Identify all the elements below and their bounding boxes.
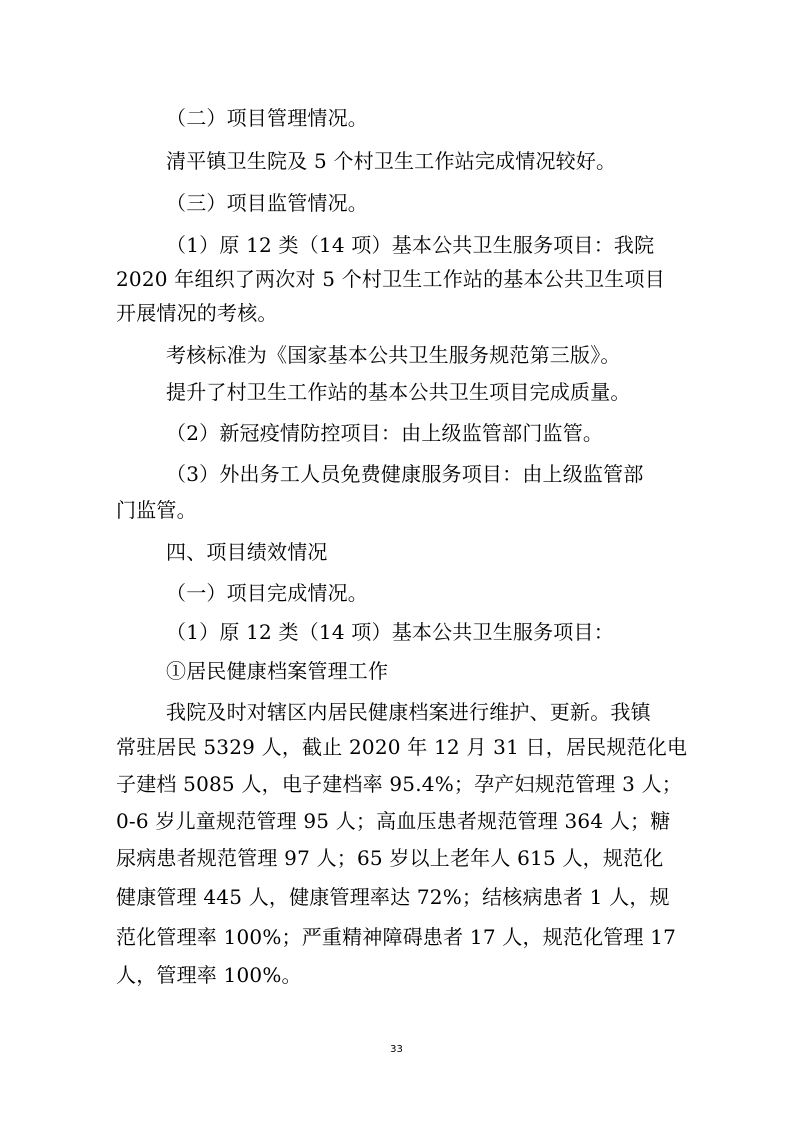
section-heading-performance: 四、项目绩效情况 <box>166 540 328 564</box>
section-heading-completion: （一）项目完成情况。 <box>166 581 368 605</box>
paragraph-line: 2020 年组织了两次对 5 个村卫生工作站的基本公共卫生项目 <box>116 267 665 291</box>
section-heading-project-supervision: （三）项目监管情况。 <box>166 191 368 215</box>
page-number: 33 <box>390 1044 403 1055</box>
paragraph-line: 子建档 5085 人，电子建档率 95.4%；孕产妇规范管理 3 人； <box>116 772 682 796</box>
paragraph-line: （1）原 12 类（14 项）基本公共卫生服务项目： <box>166 620 614 644</box>
paragraph-line: 考核标准为《国家基本公共卫生服务规范第三版》。 <box>166 343 621 367</box>
paragraph-line: （2）新冠疫情防控项目：由上级监管部门监管。 <box>166 421 604 445</box>
paragraph-line: 0-6 岁儿童规范管理 95 人；高血压患者规范管理 364 人；糖 <box>116 809 671 833</box>
paragraph-line: 我院及时对辖区内居民健康档案进行维护、更新。我镇 <box>166 700 651 724</box>
paragraph-line: 健康管理 445 人，健康管理率达 72%；结核病患者 1 人，规 <box>116 885 670 909</box>
paragraph-line: 常驻居民 5329 人，截止 2020 年 12 月 31 日，居民规范化电 <box>116 735 688 759</box>
paragraph-line: 开展情况的考核。 <box>116 301 278 325</box>
paragraph-line: 清平镇卫生院及 5 个村卫生工作站完成情况较好。 <box>166 149 617 173</box>
paragraph-line: （3）外出务工人员免费健康服务项目：由上级监管部 <box>166 462 644 486</box>
section-heading-project-management: （二）项目管理情况。 <box>166 106 368 130</box>
paragraph-line: 尿病患者规范管理 97 人；65 岁以上老年人 615 人，规范化 <box>116 846 664 870</box>
paragraph-line: 门监管。 <box>116 498 197 522</box>
paragraph-line: 范化管理率 100%；严重精神障碍患者 17 人，规范化管理 17 <box>116 925 677 949</box>
paragraph-line: 人，管理率 100%。 <box>116 963 302 987</box>
paragraph-line: 提升了村卫生工作站的基本公共卫生项目完成质量。 <box>166 380 631 404</box>
subheading-health-records: ①居民健康档案管理工作 <box>166 659 389 683</box>
paragraph-line: （1）原 12 类（14 项）基本公共卫生服务项目：我院 <box>166 233 655 257</box>
